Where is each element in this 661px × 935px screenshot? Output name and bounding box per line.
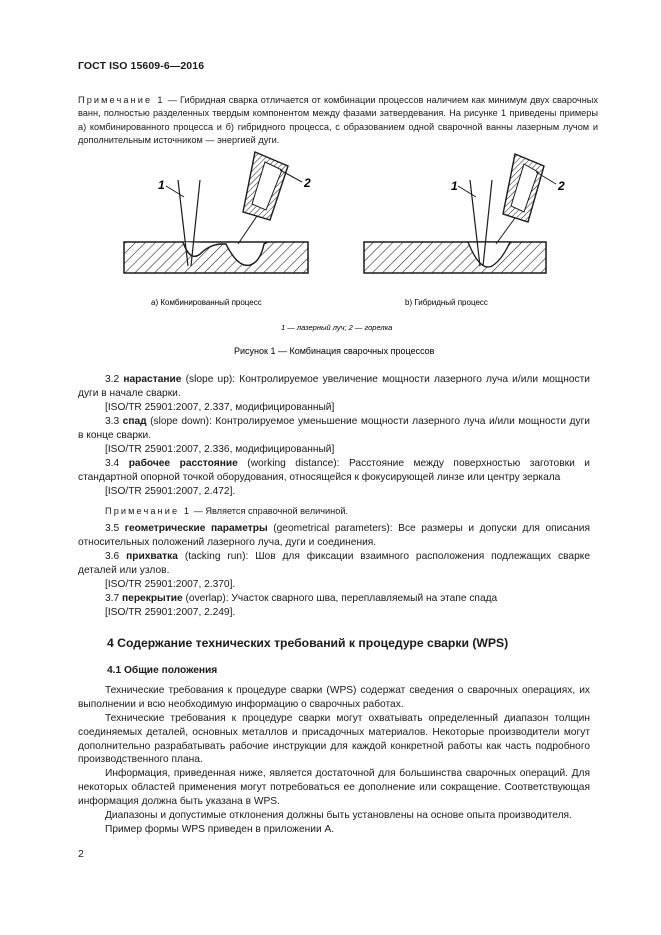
term-3-2-ref: [ISO/TR 25901:2007, 2.337, модифицированный]: [105, 402, 335, 413]
figure-b-leader-1: [458, 186, 476, 197]
document-header: ГОСТ ISO 15609-6—2016: [78, 60, 205, 72]
section-4-paragraph: Диапазоны и допустимые отклонения должны быть установлены на основе опыта производителя.: [105, 810, 572, 821]
figure-a-label-2: 2: [304, 176, 311, 190]
term-3-2: 3.2 нарастание (slope up): Контролируемое увеличение мощности лазерного луча и/или мощности дуги в начале сварки.: [78, 374, 590, 399]
note-text: — Гибридная сварка отличается от комбинации процессов наличием как минимум двух сварочных ванн, полностью разделенных твердым компонентом между фазами затвердевания. На рисунке 1 приведены примеры а) комбинированного процесса и б) гибридного процесса, с образованием одной сварочной ванны лазерным лучом и дополнительным источником — энергией дуги.: [78, 95, 598, 146]
figure-title: Рисунок 1 — Комбинация сварочных процессов: [234, 346, 435, 356]
section-4-paragraph: Технические требования к процедуре сварки могут охватывать определенный диапазон толщин соединяемых деталей, основных металлов и присадочных материалов. Некоторые производители могут дополнительно разрабатывать рабочие инструкции для каждой конкретной работы как часть подробного производственного плана.: [78, 713, 590, 766]
figure-legend: 1 — лазерный луч; 2 — горелка: [281, 323, 393, 332]
figure-caption-b: b) Гибридный процесс: [405, 298, 488, 307]
figure-diagram: [0, 140, 661, 365]
figure-b-workpiece: [364, 242, 546, 273]
figure-b-label-2: 2: [558, 179, 565, 193]
term-3-6-ref: [ISO/TR 25901:2007, 2.370].: [105, 579, 236, 590]
figure-caption-a: а) Комбинированный процесс: [151, 298, 262, 307]
section-4-paragraph: Технические требования к процедуре сварки (WPS) содержат сведения о сварочных операциях, их выполнении и всю необходимую информацию о сварочных работах.: [78, 685, 590, 710]
figure-b-torch: [496, 154, 544, 244]
figure-a-leader-1: [166, 186, 184, 197]
term-3-4-ref: [ISO/TR 25901:2007, 2.472].: [105, 486, 236, 497]
figure-b-label-1: 1: [451, 179, 458, 193]
note-label: Примечание 1: [78, 95, 165, 105]
section-4-1-title: 4.1 Общие положения: [107, 665, 218, 676]
section-4-paragraph: Информация, приведенная ниже, является достаточной для большинства сварочных операций. Для некоторых областей применения могут потребоваться ее дополнение или сокращение. Соответствующая информация должна быть указана в WPS.: [78, 768, 590, 807]
term-3-4: 3.4 рабочее расстояние (working distance): Расстояние между поверхностью заготовки и стандартной опорной точкой оборудования, относящейся к фокусирующей линзе или центру зеркала: [78, 458, 590, 483]
figure-a-label-1: 1: [158, 178, 165, 192]
section-4-paragraph: Пример формы WPS приведен в приложении А.: [105, 824, 335, 835]
term-3-4-note: Примечание 1 — Является справочной величиной.: [105, 506, 348, 516]
term-3-7-ref: [ISO/TR 25901:2007, 2.249].: [105, 607, 236, 618]
figure-a-torch: [238, 152, 288, 244]
term-3-7: 3.7 перекрытие (overlap): Участок сварного шва, переплавляемый на этапе спада: [105, 593, 498, 604]
section-4-title: 4 Содержание технических требований к процедуре сварки (WPS): [107, 636, 509, 650]
term-3-3: 3.3 спад (slope down): Контролируемое уменьшение мощности лазерного луча и/или мощности дуги в конце сварки.: [78, 416, 590, 441]
term-3-5: 3.5 геометрические параметры (geometrical parameters): Все размеры и допуски для описания относительных положений лазерного луча, дуги и соединения.: [78, 523, 590, 548]
figure-a-workpiece: [124, 242, 308, 273]
term-3-3-ref: [ISO/TR 25901:2007, 2.336, модифицированный]: [105, 444, 335, 455]
page-number: 2: [78, 848, 84, 860]
term-3-6: 3.6 прихватка (tacking run): Шов для фиксации взаимного расположения подлежащих сварке деталей или узлов.: [78, 551, 590, 576]
